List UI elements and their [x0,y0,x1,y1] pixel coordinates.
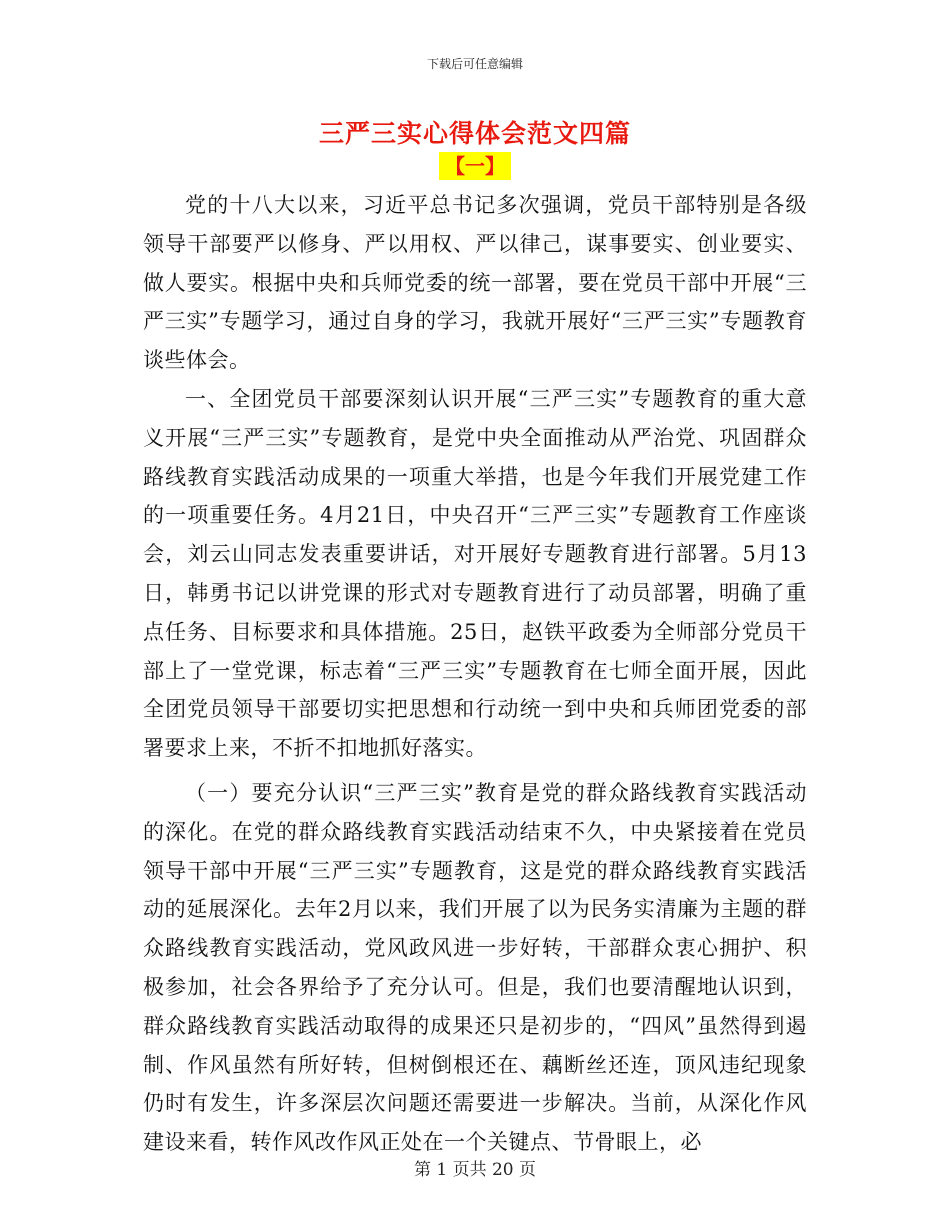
section-marker-row [0,152,950,180]
page-number-footer: 第 1 页共 20 页 [413,1160,537,1180]
document-body [143,186,807,1162]
section-marker: 【一】 [439,152,511,180]
body-paragraph: （一）要充分认识“三严三实”教育是党的群众路线教育实践活动的深化。在党的群众路线教育实践活动结束不久，中央紧接着在党员领导干部中开展“三严三实”专题教育，这是党的群众路线教育实践活动的延展深化。去年2月以来，我们开展了以为民务实清廉为主题的群众路线教育实践活动，党风政风进一步好转，干部群众衷心拥护、积极参加，社会各界给予了充分认可。但是，我们也要清醒地认识到，群众路线教育实践活动取得的成果还只是初步的，“四风”虽然得到遏制、作风虽然有所好转，但树倒根还在、藕断丝还连，顶风违纪现象仍时有发生，许多深层次问题还需要进一步解决。当前，从深化作风建设来看，转作风改作风正处在一个关键点、节骨眼上，必 [143,780,807,1155]
body-paragraph: 党的十八大以来，习近平总书记多次强调，党员干部特别是各级领导干部要严以修身、严以用权、严以律己，谋事要实、创业要实、做人要实。根据中央和兵师党委的统一部署，要在党员干部中开展“三严三实”专题学习，通过自身的学习，我就开展好“三严三实”专题教育谈些体会。 [143,193,807,373]
page-header-note: 下载后可任意编辑 [426,57,523,71]
body-paragraph: 一、全团党员干部要深刻认识开展“三严三实”专题教育的重大意义开展“三严三实”专题教育，是党中央全面推动从严治党、巩固群众路线教育实践活动成果的一项重大举措，也是今年我们开展党建工作的一项重要任务。4月21日，中央召开“三严三实”专题教育工作座谈会，刘云山同志发表重要讲话，对开展好专题教育进行部署。5月13日，韩勇书记以讲党课的形式对专题教育进行了动员部署，明确了重点任务、目标要求和具体措施。25日，赵铁平政委为全师部分党员干部上了一堂党课，标志着“三严三实”专题教育在七师全面开展，因此全团党员领导干部要切实把思想和行动统一到中央和兵师团党委的部署要求上来，不折不扣地抓好落实。 [143,386,807,761]
document-title: 三严三实心得体会范文四篇 [318,119,631,148]
